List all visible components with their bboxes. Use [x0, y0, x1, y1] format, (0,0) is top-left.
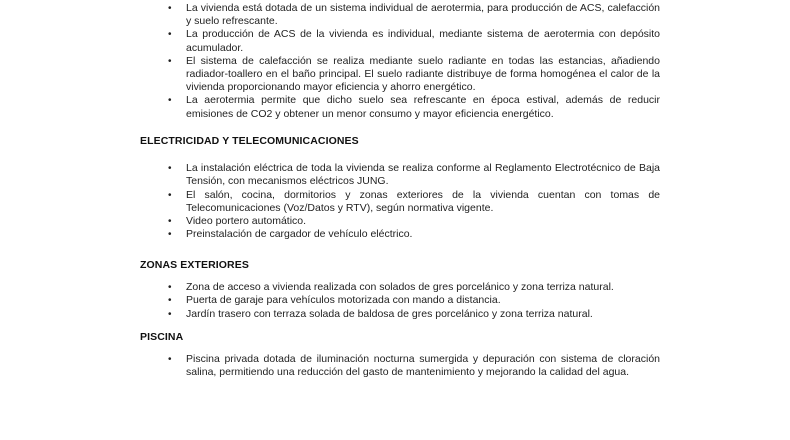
bullet-icon: •: [168, 282, 172, 294]
list-item: [140, 308, 660, 321]
section-heading: PISCINA: [140, 331, 184, 343]
list-item: [140, 28, 660, 54]
list-item-text: La instalación eléctrica de toda la vivienda se realiza conforme al Reglamento Electrotécnico de Baja Tensión, con mecanismos eléctricos JUNG.: [186, 162, 660, 188]
list-item-text: Puerta de garaje para vehículos motorizada con mando a distancia.: [186, 294, 501, 307]
bullet-icon: •: [168, 29, 172, 41]
bullet-icon: •: [168, 216, 172, 228]
bullet-list: [140, 162, 660, 241]
list-item: [140, 162, 660, 188]
section-climatizacion: [140, 2, 660, 121]
list-item: [140, 55, 660, 95]
bullet-list: [140, 353, 660, 379]
bullet-list: [140, 2, 660, 121]
list-item: [140, 189, 660, 215]
section-electricidad: [140, 135, 660, 241]
section-heading: ELECTRICIDAD Y TELECOMUNICACIONES: [140, 135, 359, 147]
section-heading: ZONAS EXTERIORES: [140, 259, 249, 271]
section-piscina: [140, 331, 660, 380]
bullet-icon: •: [168, 229, 172, 241]
list-item: [140, 228, 660, 241]
bullet-icon: •: [168, 189, 172, 201]
list-item-text: Piscina privada dotada de iluminación nocturna sumergida y depuración con sistema de cloración salina, permitiendo una reducción del gasto de mantenimiento y mejorando la calidad del agua.: [186, 353, 660, 379]
list-item: [140, 2, 660, 28]
list-item: [140, 281, 660, 294]
list-item-text: La aerotermia permite que dicho suelo sea refrescante en época estival, además de reducir emisiones de CO2 y obtener un menor consumo y mayor eficiencia energético.: [186, 94, 660, 120]
list-item-text: El sistema de calefacción se realiza mediante suelo radiante en todas las estancias, añadiendo radiador-toallero en el baño principal. El suelo radiante distribuye de forma homogénea el calor de la vivienda proporcionando mayor eficiencia y ahorro energético.: [186, 54, 660, 94]
list-item-text: Zona de acceso a vivienda realizada con solados de gres porcelánico y zona terriza natural.: [186, 281, 614, 294]
list-item-text: Preinstalación de cargador de vehículo eléctrico.: [186, 228, 413, 241]
bullet-icon: •: [168, 95, 172, 107]
list-item-text: Jardín trasero con terraza solada de baldosa de gres porcelánico y zona terriza natural.: [186, 307, 593, 320]
bullet-icon: •: [168, 354, 172, 366]
section-zonas-exteriores: [140, 259, 660, 321]
list-item: [140, 353, 660, 379]
bullet-icon: •: [168, 55, 172, 67]
list-item: [140, 215, 660, 228]
list-item-text: La producción de ACS de la vivienda es individual, mediante sistema de aerotermia con depósito acumulador.: [186, 28, 660, 54]
bullet-list: [140, 281, 660, 321]
list-item-text: Video portero automático.: [186, 215, 307, 228]
bullet-icon: •: [168, 163, 172, 175]
list-item-text: El salón, cocina, dormitorios y zonas exteriores de la vivienda cuentan con tomas de Telecomunicaciones (Voz/Datos y RTV), según normativa vigente.: [186, 188, 660, 214]
list-item: [140, 294, 660, 307]
list-item-text: La vivienda está dotada de un sistema individual de aerotermia, para producción de ACS, calefacción y suelo refrescante.: [186, 2, 660, 28]
bullet-icon: •: [168, 295, 172, 307]
list-item: [140, 94, 660, 120]
bullet-icon: •: [168, 308, 172, 320]
bullet-icon: •: [168, 3, 172, 14]
